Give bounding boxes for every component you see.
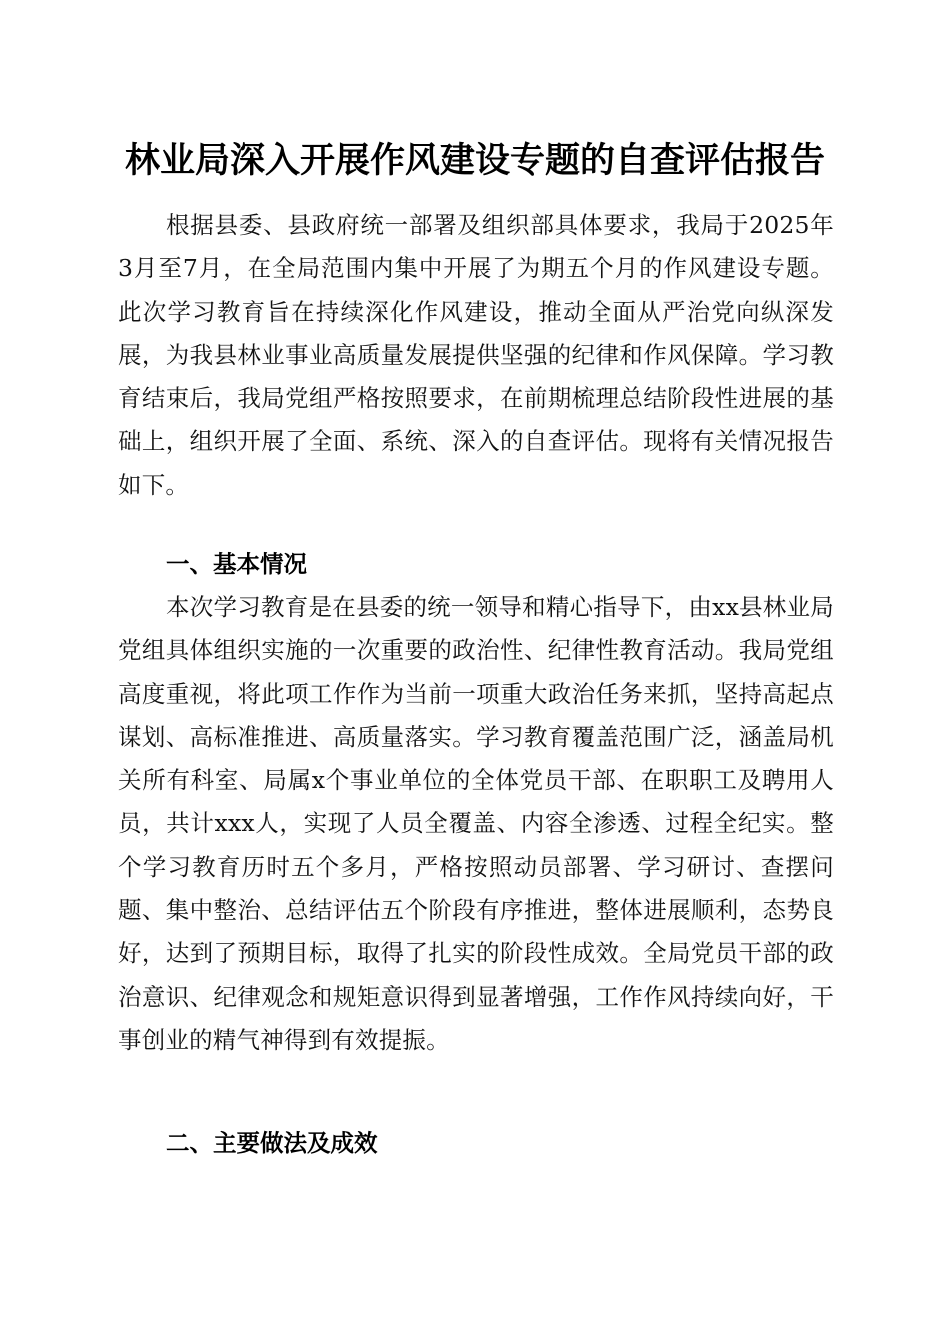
basic-situation-paragraph: 本次学习教育是在县委的统一领导和精心指导下，由xx县林业局党组具体组织实施的一次重要的政治性、纪律性教育活动。我局党组高度重视，将此项工作作为当前一项重大政治任务来抓，坚持高起点谋划、高标准推进、高质量落实。学习教育覆盖范围广泛，涵盖局机关所有科室、局属x个事业单位的全体党员干部、在职职工及聘用人员，共计xxx人，实现了人员全覆盖、内容全渗透、过程全纪实。整个学习教育历时五个多月，严格按照动员部署、学习研讨、查摆问题、集中整治、总结评估五个阶段有序推进，整体进展顺利，态势良好，达到了预期目标，取得了扎实的阶段性成效。全局党员干部的政治意识、纪律观念和规矩意识得到显著增强，工作作风持续向好，干事创业的精气神得到有效提振。 [118,593,834,1054]
section-heading-basic-situation: 一、基本情况 [166,550,307,578]
document-title: 林业局深入开展作风建设专题的自查评估报告 [124,141,825,181]
intro-paragraph: 根据县委、县政府统一部署及组织部具体要求，我局于2025年3月至7月，在全局范围内集中开展了为期五个月的作风建设专题。此次学习教育旨在持续深化作风建设，推动全面从严治党向纵深发展，为我县林业事业高质量发展提供坚强的纪律和作风保障。学习教育结束后，我局党组严格按照要求，在前期梳理总结阶段性进展的基础上，组织开展了全面、系统、深入的自查评估。现将有关情况报告如下。 [118,211,834,499]
section-heading-main-practices: 二、主要做法及成效 [166,1129,378,1157]
